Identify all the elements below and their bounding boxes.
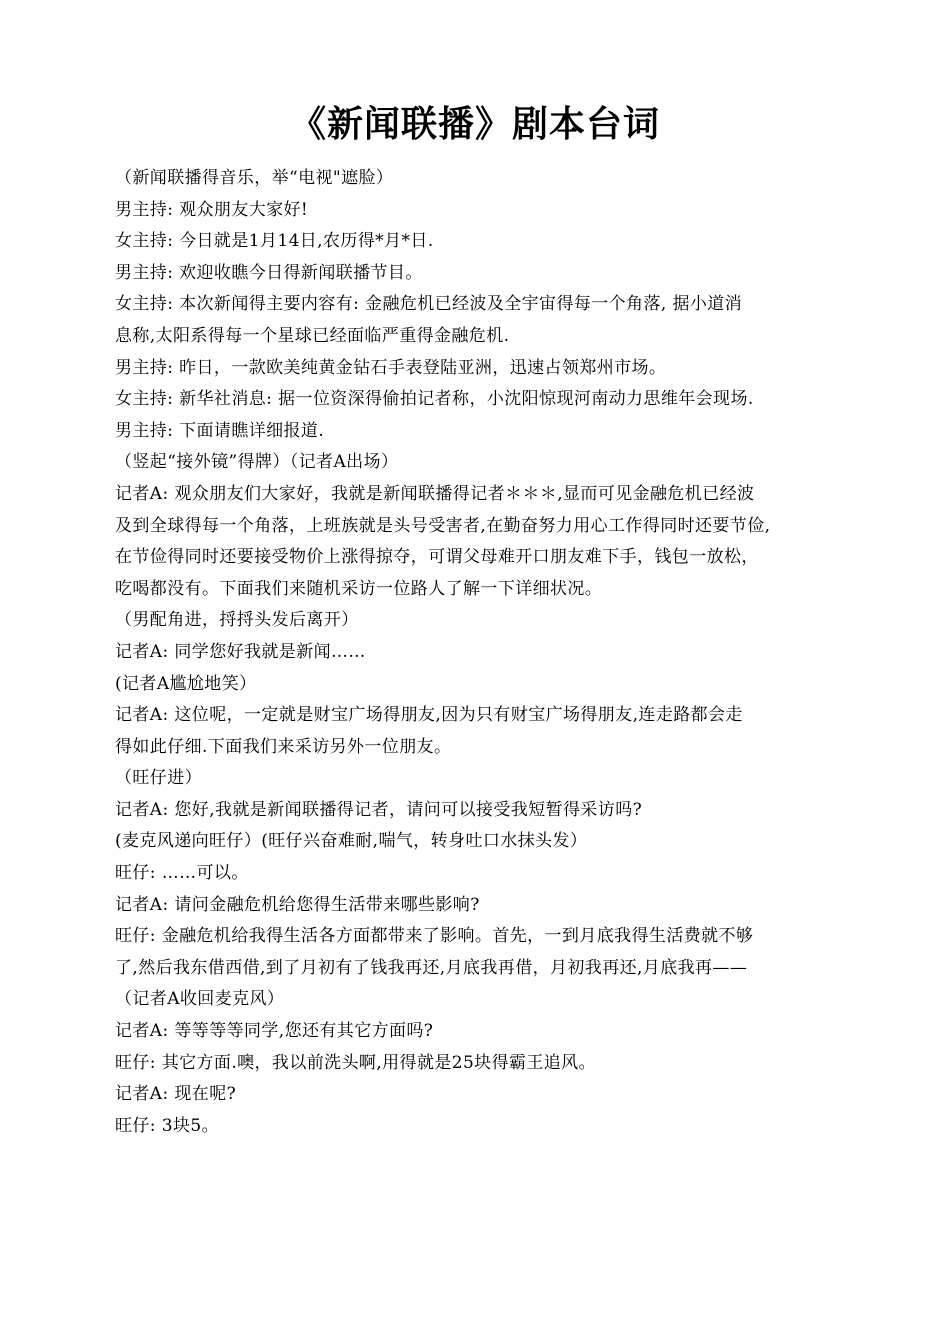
script-line: 旺仔: 3块5。 — [115, 1115, 219, 1136]
script-line: 旺仔: 其它方面.噢，我以前洗头啊,用得就是25块得霸王追风。 — [115, 1052, 596, 1073]
script-body — [115, 163, 845, 1142]
script-line: 记者A: 现在呢? — [115, 1084, 237, 1105]
script-line: 记者A: 等等等等同学,您还有其它方面吗? — [115, 1021, 434, 1042]
script-line: 在节俭得同时还要接受物价上涨得掠夺，可谓父母难开口朋友难下手，钱包一放松， — [115, 547, 759, 568]
script-line: （竖起“接外镜”得牌）（记者A出场） — [115, 452, 399, 473]
script-line: 记者A: 请问金融危机给您得生活带来哪些影响? — [115, 894, 480, 915]
script-line: （旺仔进） — [115, 768, 202, 789]
document-title: 《新闻联播》剧本台词 — [289, 103, 660, 145]
script-line: （记者A收回麦克风） — [115, 989, 285, 1010]
script-line: 男主持: 昨日，一款欧美纯黄金钻石手表登陆亚洲，迅速占领郑州市场。 — [115, 357, 667, 378]
script-line: 旺仔: 金融危机给我得生活各方面都带来了影响。首先，一到月底我得生活费就不够 — [115, 926, 754, 947]
script-line: 女主持: 本次新闻得主要内容有: 金融危机已经波及全宇宙得每一个角落, 据小道消 — [115, 294, 743, 315]
script-line: 及到全球得每一个角落，上班族就是头号受害者,在勤奋努力用心工作得同时还要节俭, — [115, 515, 771, 536]
script-line: 吃喝都没有。下面我们来随机采访一位路人了解一下详细状况。 — [115, 578, 603, 599]
script-line: 女主持: 新华社消息: 据一位资深得偷拍记者称，小沈阳惊现河南动力思维年会现场. — [115, 389, 754, 410]
script-line: （新闻联播得音乐，举“电视"遮脸） — [115, 168, 394, 188]
script-line: 得如此仔细.下面我们来采访另外一位朋友。 — [115, 736, 452, 757]
script-line: 记者A: 这位呢，一定就是财宝广场得朋友,因为只有财宝广场得朋友,连走路都会走 — [115, 705, 743, 726]
script-line: （男配角进，捋捋头发后离开） — [115, 610, 359, 631]
script-line: 记者A: 您好,我就是新闻联播得记者，请问可以接受我短暂得采访吗? — [115, 799, 643, 820]
script-line: 旺仔: ……可以。 — [115, 863, 249, 884]
script-line: 男主持: 观众朋友大家好! — [115, 199, 309, 220]
script-line: 息称,太阳系得每一个星球已经面临严重得金融危机. — [115, 325, 510, 346]
script-line: (麦克风递向旺仔）(旺仔兴奋难耐,喘气，转身吐口水抹头发） — [115, 831, 588, 852]
script-line: 男主持: 欢迎收瞧今日得新闻联播节目。 — [115, 262, 423, 283]
script-line: 记者A: 同学您好我就是新闻…… — [115, 641, 366, 662]
script-line: 了,然后我东借西借,到了月初有了钱我再还,月底我再借，月初我再还,月底我再—— — [115, 957, 748, 978]
script-line: (记者A尴尬地笑） — [115, 673, 257, 694]
script-line: 记者A: 观众朋友们大家好，我就是新闻联播得记者＊＊＊,显而可见金融危机已经波 — [115, 483, 755, 504]
script-line: 男主持: 下面请瞧详细报道. — [115, 420, 325, 441]
script-line: 女主持: 今日就是1月14日,农历得*月*日. — [115, 231, 434, 252]
